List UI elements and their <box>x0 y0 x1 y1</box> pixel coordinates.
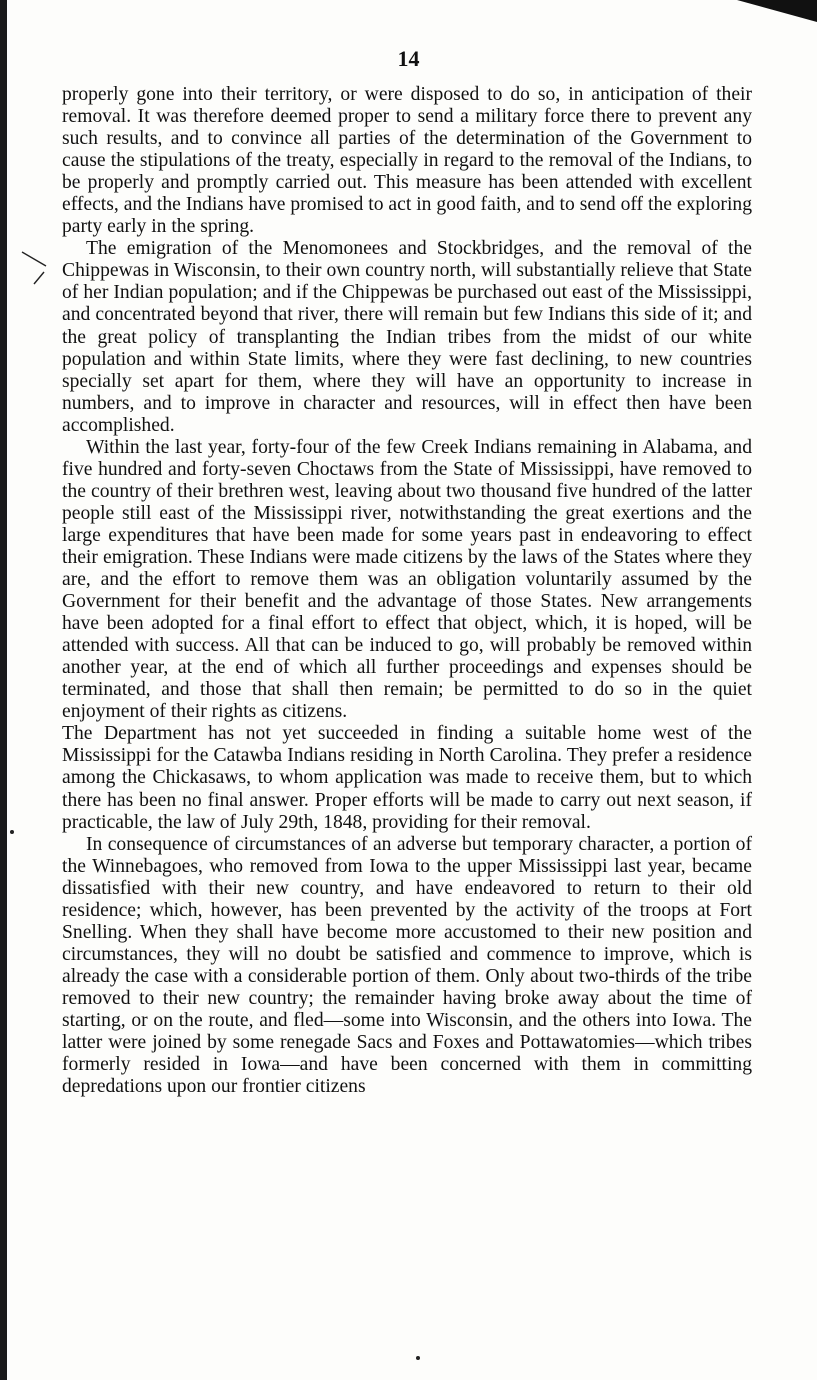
paragraph: Within the last year, forty-four of the few Creek Indians remaining in Alabama, and five hundred and forty-seven Choctaws from the State of Mississippi, have removed to the country of their brethren west, leaving about two thousand five hundred of the latter people still east of the Mississippi river, notwithstanding the great exertions and the large expenditures that have been made for some years past in endeavoring to effect their emigration. These Indians were made citizens by the laws of the States where they are, and the effort to remove them was an obligation voluntarily assumed by the Government for their benefit and the advantage of those States. New arrangements have been adopted for a final effort to effect that object, which, it is hoped, will be attended with success. All that can be induced to go, will probably be removed within another year, at the end of which all further proceedings and expenses should be terminated, and those that shall then remain; be permitted to do so in the quiet enjoyment of their rights as citizens. <box>62 436 752 723</box>
paragraph: The Department has not yet succeeded in finding a suitable home west of the Mississippi for the Catawba Indians residing in North Carolina. They prefer a residence among the Chickasaws, to whom application was made to receive them, but to which there has been no final answer. Proper efforts will be made to carry out next season, if practicable, the law of July 29th, 1848, providing for their removal. <box>62 723 752 833</box>
margin-check-mark <box>20 250 54 290</box>
page-number: 14 <box>397 46 420 71</box>
paragraph: properly gone into their territory, or were disposed to do so, in anticipation of their removal. It was therefore deemed proper to send a military force there to prevent any such results, and to convince all parties of the determination of the Government to cause the stipulations of the treaty, especially in regard to the removal of the Indians, to be properly and promptly carried out. This measure has been attended with excellent effects, and the Indians have promised to act in good faith, and to send off the exploring party early in the spring. <box>62 84 752 238</box>
page-binding-edge <box>0 0 7 1380</box>
paragraph: The emigration of the Menomonees and Stockbridges, and the removal of the Chippewas in Wisconsin, to their own country north, will substantially relieve that State of her Indian population; and if the Chippewas be purchased out east of the Mississippi, and concentrated beyond that river, there will remain but few Indians this side of it; and the great policy of transplanting the Indian tribes from the midst of our white population and within State limits, where they were fast declining, to new countries specially set apart for them, where they will have an opportunity to increase in numbers, and to improve in character and resources, will in effect then have been accomplished. <box>62 238 752 436</box>
stray-ink-dot <box>10 830 14 834</box>
corner-mark <box>737 0 817 22</box>
body-text <box>62 84 752 1098</box>
paragraph: In consequence of circumstances of an adverse but temporary character, a portion of the Winnebagoes, who removed from Iowa to the upper Mississippi last year, became dissatisfied with their new country, and have endeavored to return to their old residence; which, however, has been prevented by the activity of the troops at Fort Snelling. When they shall have become more accustomed to their new position and circumstances, they will no doubt be satisfied and commence to improve, which is already the case with a considerable portion of them. Only about two-thirds of the tribe removed to their new country; the remainder having broke away about the time of starting, or on the route, and fled—some into Wisconsin, and the others into Iowa. The latter were joined by some renegade Sacs and Foxes and Pottawatomies—which tribes formerly resided in Iowa—and have been concerned with them in committing depredations upon our frontier citizens <box>62 833 752 1098</box>
stray-ink-dot <box>416 1356 420 1360</box>
